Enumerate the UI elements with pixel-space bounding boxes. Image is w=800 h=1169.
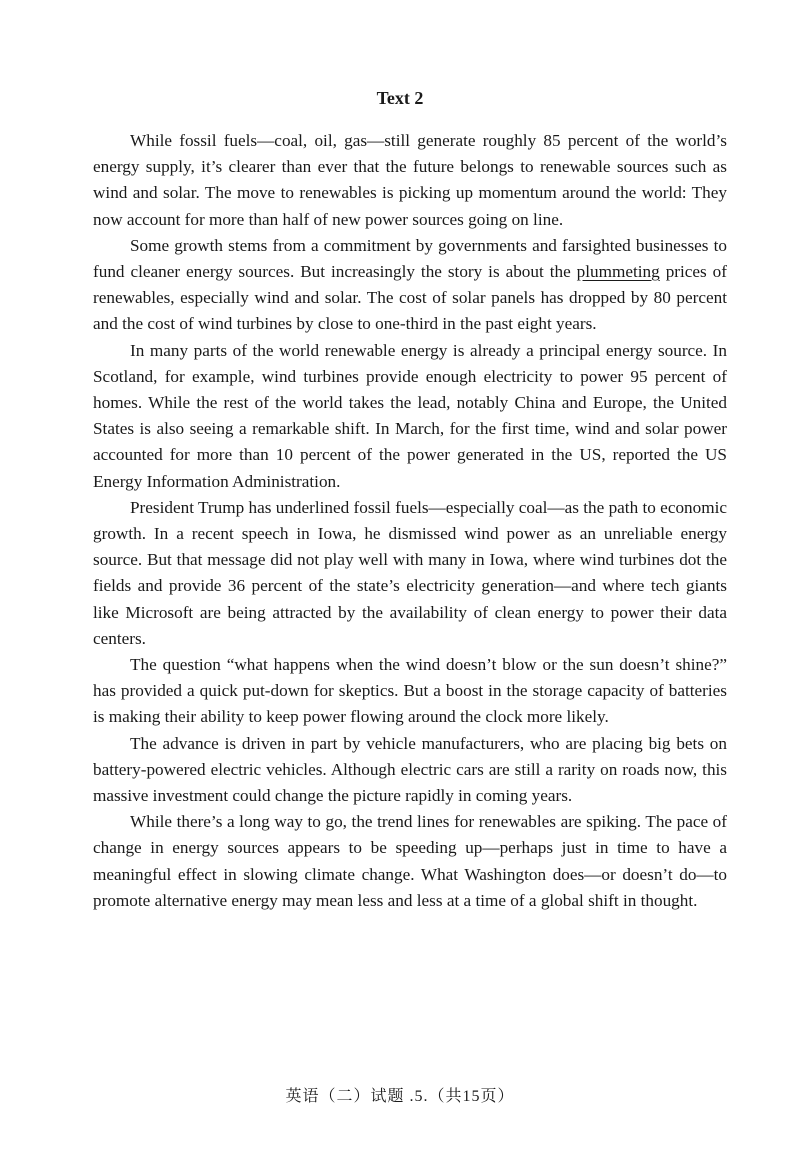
paragraph-6: The advance is driven in part by vehicle manufacturers, who are placing big bets on battery-powered electric vehicles. Although electric cars are still a rarity on roads now, this massive investment could change the picture rapidly in coming years. (93, 733, 727, 806)
paragraph-1: While fossil fuels—coal, oil, gas—still generate roughly 85 percent of the world’s energy supply, it’s clearer than ever that the future belongs to renewable sources such as wind and solar. The move to renewables is picking up momentum around the world: They now account for more than half of new power sources going on line. (93, 131, 727, 229)
passage-body (93, 128, 727, 914)
paragraph-7: While there’s a long way to go, the trend lines for renewables are spiking. The pace of change in energy sources appears to be speeding up—perhaps just in time to have a meaningful effect in slowing climate change. What Washington does—or doesn’t do—to promote alternative energy may mean less and less at a time of a global shift in thought. (93, 812, 727, 910)
paragraph-2 (93, 233, 727, 338)
paragraph-2-after: prices of renewables, especially wind and solar. The cost of solar panels has dropped by 80 percent and the cost of wind turbines by close to one-third in the past eight years. (93, 262, 727, 334)
text-title: Text 2 (376, 88, 424, 108)
paragraph-5: The question “what happens when the wind doesn’t blow or the sun doesn’t shine?” has provided a quick put-down for skeptics. But a boost in the storage capacity of batteries is making their ability to keep power flowing around the clock more likely. (93, 655, 727, 727)
paragraph-4: President Trump has underlined fossil fuels—especially coal—as the path to economic growth. In a recent speech in Iowa, he dismissed wind power as an unreliable energy source. But that message did not play well with many in Iowa, where wind turbines dot the fields and provide 36 percent of the state’s electricity generation—and where tech giants like Microsoft are being attracted by the availability of clean energy to power their data centers. (93, 497, 727, 648)
page-footer: 英语（二）试题 .5.（共15页） (285, 1088, 515, 1105)
underlined-word: plummeting (576, 262, 660, 282)
paragraph-2-before: Some growth stems from a commitment by governments and farsighted businesses to fund cleaner energy sources. But increasingly the story is about the (93, 235, 727, 282)
paragraph-3: In many parts of the world renewable energy is already a principal energy source. In Scotland, for example, wind turbines provide enough electricity to power 95 percent of homes. While the rest of the world takes the lead, notably China and Europe, the United States is also seeing a remarkable shift. In March, for the first time, wind and solar power accounted for more than 10 percent of the power generated in the US, reported the US Energy Information Administration. (93, 340, 727, 491)
